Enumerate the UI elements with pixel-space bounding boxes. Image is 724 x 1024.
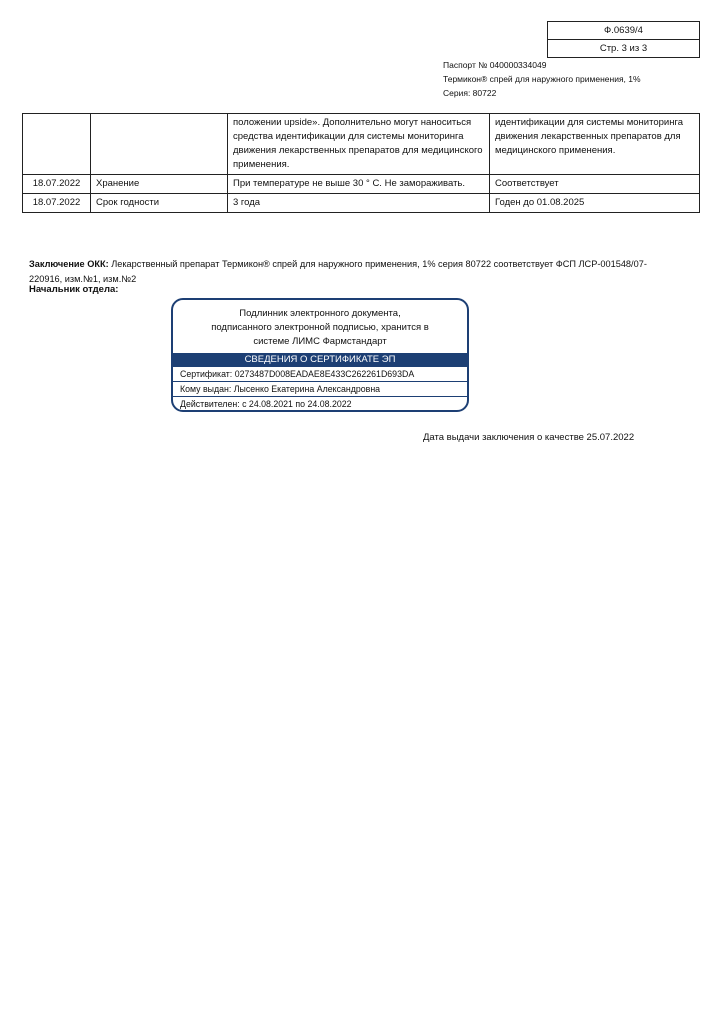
- requirement-cell: 3 года: [228, 194, 490, 213]
- table-row: [23, 194, 700, 213]
- conclusion-text: Лекарственный препарат Термикон® спрей для наружного применения, 1% серия 80722 соответствует ФСП ЛСР-001548/07-220916, изм.№1, изм.№2: [29, 259, 647, 284]
- result-cell: идентификации для системы мониторинга движения лекарственных препаратов для медицинского применения.: [490, 114, 700, 175]
- conclusion-label: Заключение ОКК:: [29, 259, 109, 269]
- stamp-title-line: системе ЛИМС Фармстандарт: [253, 336, 387, 347]
- date-cell: [23, 114, 91, 175]
- stamp-validity: Действителен: с 24.08.2021 по 24.08.2022: [180, 399, 352, 409]
- stamp-title: [173, 300, 467, 349]
- qc-conclusion: [29, 257, 669, 287]
- table-row: [23, 175, 700, 194]
- issue-date: Дата выдачи заключения о качестве 25.07.2022: [423, 432, 635, 443]
- test-results-table: [22, 113, 700, 213]
- passport-number: Паспорт № 040000334049: [443, 60, 547, 70]
- stamp-issued-to: Кому выдан: Лысенко Екатерина Александровна: [173, 382, 467, 397]
- result-cell: Соответствует: [490, 175, 700, 194]
- form-code-box: [547, 21, 700, 58]
- result-cell: Годен до 01.08.2025: [490, 194, 700, 213]
- form-code: Ф.0639/4: [604, 25, 643, 36]
- requirement-cell: положении upside». Дополнительно могут наноситься средства идентификации для системы мониторинга движения лекарственных препаратов для медицинского применения.: [228, 114, 490, 175]
- page-number: Стр. 3 из 3: [548, 39, 699, 57]
- requirement-cell: При температуре не выше 30 ° С. Не замораживать.: [228, 175, 490, 194]
- electronic-signature-stamp: [171, 298, 469, 412]
- stamp-certificate-header: СВЕДЕНИЯ О СЕРТИФИКАТЕ ЭП: [173, 353, 467, 367]
- parameter-cell: Срок годности: [91, 194, 228, 213]
- department-head-label: Начальник отдела:: [29, 284, 119, 295]
- stamp-title-line: Подлинник электронного документа,: [239, 308, 401, 319]
- passport-header: [443, 58, 641, 100]
- date-cell: 18.07.2022: [23, 194, 91, 213]
- passport-series: Серия: 80722: [443, 88, 497, 98]
- table-row: [23, 114, 700, 175]
- stamp-certificate-number: Сертификат: 0273487D008EADAE8E433C262261D693DA: [173, 367, 467, 382]
- passport-product: Термикон® спрей для наружного применения, 1%: [443, 74, 641, 84]
- date-cell: 18.07.2022: [23, 175, 91, 194]
- stamp-title-line: подписанного электронной подписью, хранится в: [211, 322, 429, 333]
- parameter-cell: [91, 114, 228, 175]
- parameter-cell: Хранение: [91, 175, 228, 194]
